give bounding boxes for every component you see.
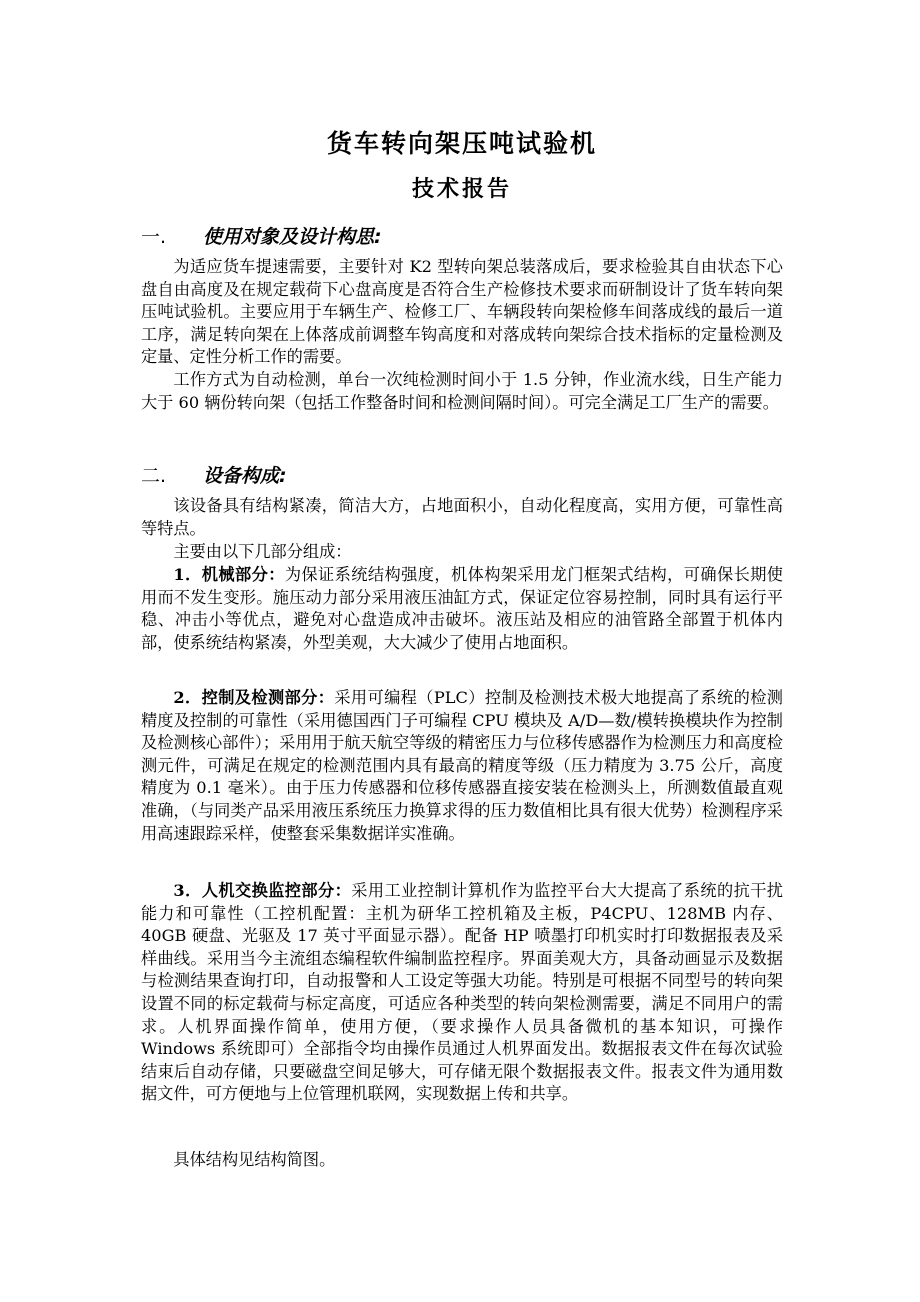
part-text: 为保证系统结构强度，机体构架采用龙门框架式结构，可确保长期使用而不发生变形。施压动力部分采用液压油缸方式，保证定位容易控制，同时具有运行平稳、冲击小等优点，避免对心盘造成冲击破坏。液压站及相应的油管路全部置于机体内部，使系统结构紧凑，外型美观，大大减少了使用占地面积。 (141, 565, 783, 652)
part-text: 采用可编程（PLC）控制及检测技术极大地提高了系统的检测精度及控制的可靠性（采用德国西门子可编程 CPU 模块及 A/D—数/模转换模块作为控制及检测核心部件）；采用用于航天航空等级的精密压力与位移传感器作为检测压力和高度检测元件，可满足在规定的检测范围内具有最高的精度等级（压力精度为 3.75 公斤，高度精度为 0.1 毫米）。由于压力传感器和位移传感器直接安装在检测头上，所测数值最直观准确，（与同类产品采用液压系统压力换算求得的压力数值相比具有很大优势）检测程序采用高速跟踪采样，使整套采集数据详实准确。 (141, 688, 783, 843)
paragraph-closing: 具体结构见结构简图。 (173, 1150, 336, 1169)
part-label: 1．机械部分： (173, 565, 285, 584)
part-label: 2．控制及检测部分： (173, 688, 335, 707)
part-mechanical (141, 564, 783, 654)
document-subtitle: 技术报告 (411, 177, 512, 202)
section-heading-1 (141, 222, 382, 249)
part-control-detection (141, 687, 783, 845)
paragraph-intro: 该设备具有结构紧凑，简洁大方，占地面积小，自动化程度高，实用方便，可靠性高等特点。 (141, 496, 783, 538)
part-label: 3．人机交换监控部分： (173, 881, 352, 900)
paragraph: 工作方式为自动检测，单台一次纯检测时间小于 1.5 分钟，作业流水线，日生产能力大于 60 辆份转向架（包括工作整备时间和检测间隔时间）。可完全满足工厂生产的需要。 (141, 370, 783, 412)
paragraph-lead: 主要由以下几部分组成： (173, 542, 352, 561)
paragraph: 为适应货车提速需要，主要针对 K2 型转向架总装落成后，要求检验其自由状态下心盘自由高度及在规定载荷下心盘高度是否符合生产检修技术要求而研制设计了货车转向架压吨试验机。主要应用于车辆生产、检修工厂、车辆段转向架检修车间落成线的最后一道工序，满足转向架在上体落成前调整车钩高度和对落成转向架综合技术指标的定量检测及定量、定性分析工作的需要。 (141, 257, 783, 367)
section-title: 设备构成: (203, 465, 287, 487)
section-number: 二. (141, 465, 167, 487)
part-hmi-monitoring (141, 880, 783, 1106)
document-title: 货车转向架压吨试验机 (326, 129, 597, 158)
section-title: 使用对象及设计构思: (203, 226, 382, 248)
part-text: 采用工业控制计算机作为监控平台大大提高了系统的抗干扰能力和可靠性（工控机配置：主机为研华工控机箱及主板，P4CPU、128MB 内存、40GB 硬盘、光驱及 17 英寸平面显示器）。配备 HP 喷墨打印机实时打印数据报表及采样曲线。采用当今主流组态编程软件编制监控程序。界面美观大方，具备动画显示及数据与检测结果查询打印，自动报警和人工设定等强大功能。特别是可根据不同型号的转向架设置不同的标定载荷与标定高度，可适应各种类型的转向架检测需要，满足不同用户的需求。人机界面操作简单，使用方便，（要求操作人员具备微机的基本知识，可操作 Windows 系统即可）全部指令均由操作员通过人机界面发出。数据报表文件在每次试验结束后自动存储，只要磁盘空间足够大，可存储无限个数据报表文件。报表文件为通用数据文件，可方便地与上位管理机联网，实现数据上传和共享。 (141, 881, 783, 1104)
section-number: 一. (141, 226, 167, 248)
section-heading-2 (141, 461, 287, 488)
